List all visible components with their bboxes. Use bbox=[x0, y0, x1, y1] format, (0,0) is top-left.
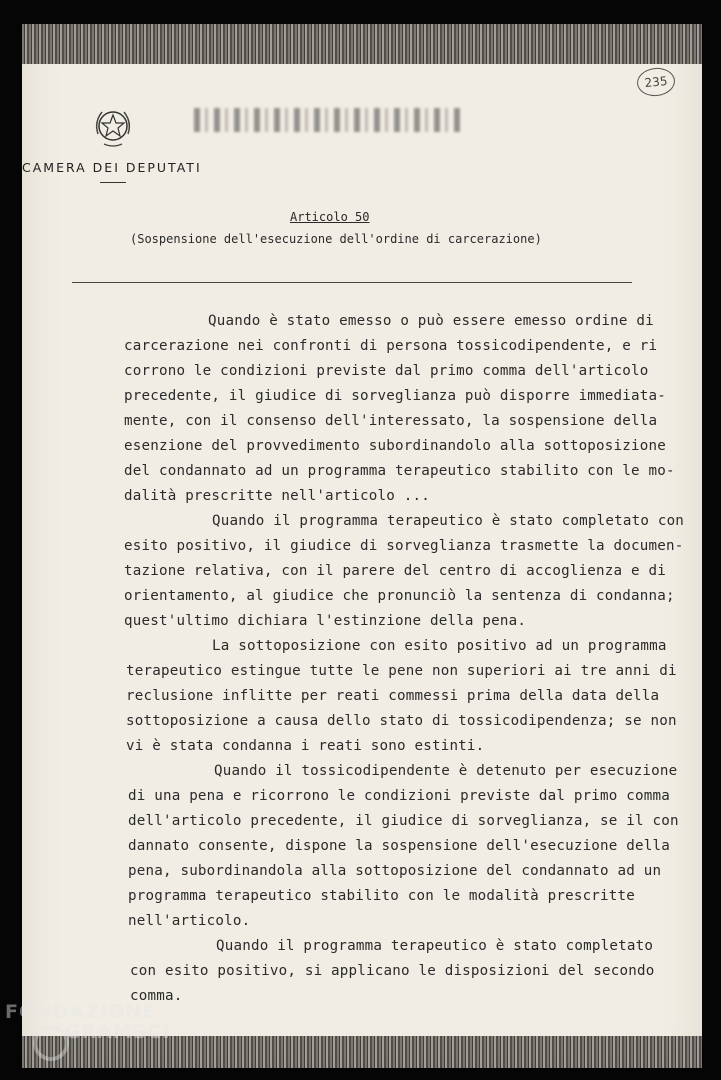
body-line: di una pena e ricorrono le condizioni previste dal primo comma bbox=[128, 788, 670, 804]
body-line: dell'articolo precedente, il giudice di sorveglianza, se il con bbox=[128, 813, 679, 829]
body-line: mente, con il consenso dell'interessato, la sospensione della bbox=[124, 413, 658, 429]
document-page bbox=[22, 24, 702, 1068]
watermark-line-1: FONDAZIONE bbox=[5, 1001, 157, 1023]
body-line: tazione relativa, con il parere del centro di accoglienza e di bbox=[124, 563, 666, 579]
body-line: programma terapeutico stabilito con le modalità prescritte bbox=[128, 888, 636, 904]
heading-underline bbox=[100, 182, 126, 183]
body-line: Quando è stato emesso o può essere emesso ordine di bbox=[208, 313, 654, 329]
body-line: con esito positivo, si applicano le disposizioni del secondo bbox=[130, 963, 655, 979]
body-line: pena, subordinandola alla sottoposizione del condannato ad un bbox=[128, 863, 662, 879]
body-line: Quando il programma terapeutico è stato completato bbox=[216, 938, 654, 954]
body-line: del condannato ad un programma terapeutico stabilito con le mo- bbox=[124, 463, 675, 479]
chamber-heading: CAMERA DEI DEPUTATI bbox=[22, 160, 202, 175]
body-line: esito positivo, il giudice di sorveglianza trasmette la documen- bbox=[124, 538, 684, 554]
article-title: Articolo 50 bbox=[290, 210, 370, 224]
scan-edge-top bbox=[22, 24, 702, 64]
italian-republic-emblem-icon bbox=[92, 104, 134, 150]
body-line: carcerazione nei confronti di persona tossicodipendente, e ri bbox=[124, 338, 658, 354]
body-line: sottoposizione a causa dello stato di tossicodipendenza; se non bbox=[126, 713, 677, 729]
body-line: terapeutico estingue tutte le pene non superiori ai tre anni di bbox=[126, 663, 677, 679]
page-number-stamp: 235 bbox=[636, 66, 677, 98]
body-line: quest'ultimo dichiara l'estinzione della pena. bbox=[124, 613, 527, 629]
body-line: orientamento, al giudice che pronunciò la sentenza di condanna; bbox=[124, 588, 675, 604]
body-line: vi è stata condanna i reati sono estinti. bbox=[126, 738, 485, 754]
body-line: precedente, il giudice di sorveglianza può disporre immediata- bbox=[124, 388, 666, 404]
body-line: corrono le condizioni previste dal primo comma dell'articolo bbox=[124, 363, 649, 379]
divider-rule bbox=[72, 282, 632, 283]
body-line: dannato consente, dispone la sospensione dell'esecuzione della bbox=[128, 838, 670, 854]
body-line: esenzione del provvedimento subordinandolo alla sottoposizione bbox=[124, 438, 666, 454]
body-line: dalità prescritte nell'articolo ... bbox=[124, 488, 430, 504]
body-line: Quando il programma terapeutico è stato completato con bbox=[212, 513, 685, 529]
body-line: comma. bbox=[130, 988, 183, 1004]
body-line: Quando il tossicodipendente è detenuto per esecuzione bbox=[214, 763, 678, 779]
watermark-mark-icon bbox=[30, 1022, 72, 1064]
article-subtitle: (Sospensione dell'esecuzione dell'ordine di carcerazione) bbox=[130, 232, 542, 246]
illegible-smudge bbox=[194, 108, 464, 132]
body-line: La sottoposizione con esito positivo ad un programma bbox=[212, 638, 667, 654]
body-line: nell'articolo. bbox=[128, 913, 251, 929]
body-line: reclusione inflitte per reati commessi prima della data della bbox=[126, 688, 660, 704]
watermark-line-2: GRAMSCI bbox=[65, 1021, 171, 1043]
